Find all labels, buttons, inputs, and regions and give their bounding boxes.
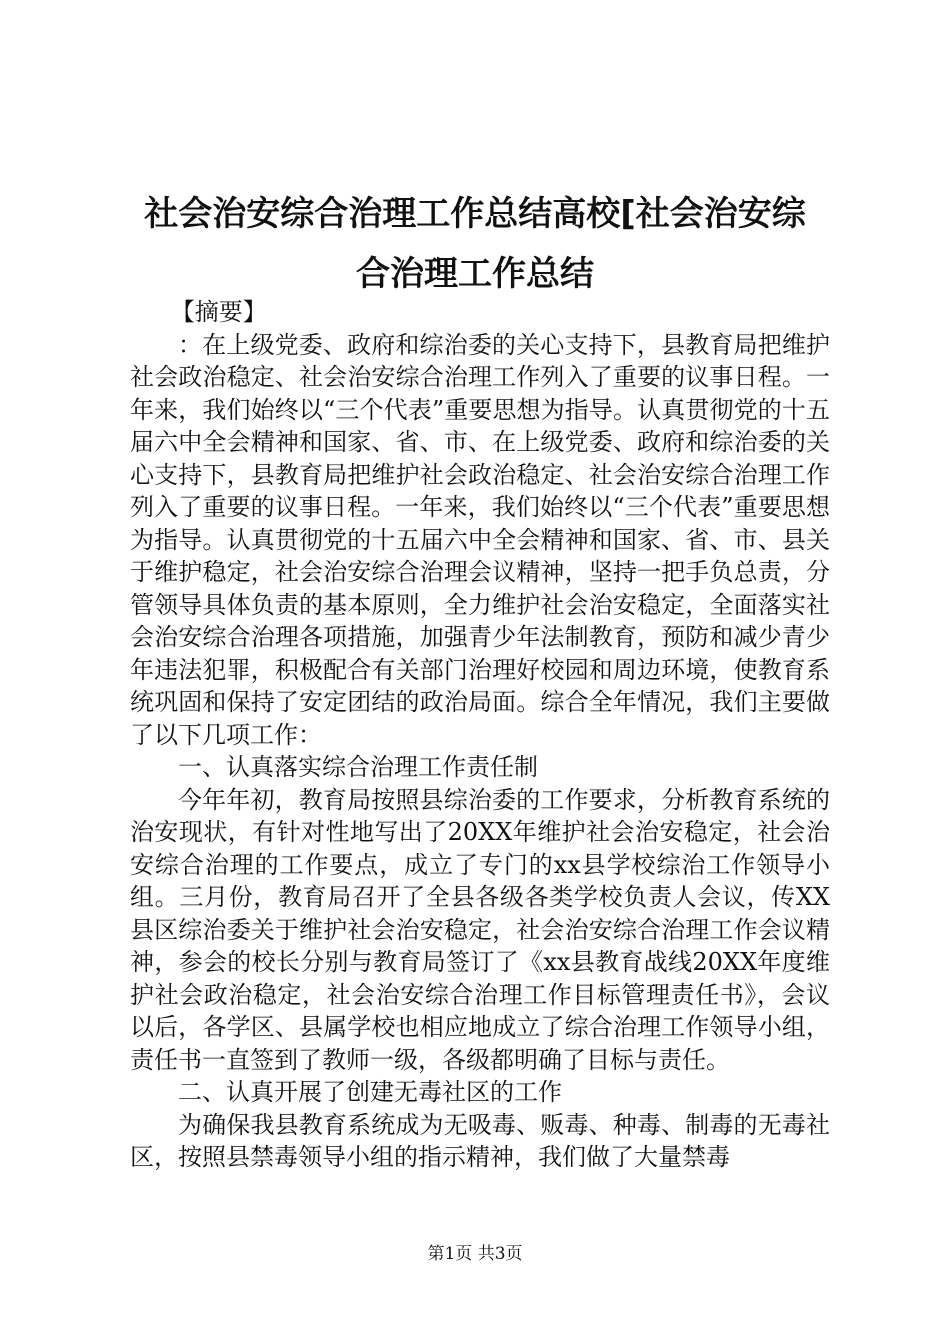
abstract-label: 【摘要】 — [170, 298, 267, 326]
document-title — [120, 184, 830, 304]
abstract-paragraph: ：在上级党委、政府和综治委的关心支持下，县教育局把维护社会政治稳定、社会治安综合治理工作列入了重要的议事日程。一年来，我们始终以“三个代表”重要思想为指导。认真贯彻党的十五届六中全会精神和国家、省、市、在上级党委、政府和综治委的关心支持下，县教育局把维护社会政治稳定、社会治安综合治理工作列入了重要的议事日程。一年来，我们始终以“三个代表”重要思想为指导。认真贯彻党的十五届六中全会精神和国家、省、市、县关于维护稳定，社会治安综合治理会议精神，坚持一把手负总责，分管领导具体负责的基本原则，全力维护社会治安稳定，全面落实社会治安综合治理各项措施，加强青少年法制教育，预防和减少青少年违法犯罪，积极配合有关部门治理好校园和周边环境，使教育系统巩固和保持了安定团结的政治局面。综合全年情况，我们主要做了以下几项工作： — [130, 330, 830, 749]
section-heading-2: 二、认真开展了创建无毒社区的工作 — [178, 1078, 562, 1106]
section-heading-1: 一、认真落实综合治理工作责任制 — [178, 753, 538, 781]
section-paragraph-2: 为确保我县教育系统成为无吸毒、贩毒、种毒、制毒的无毒社区，按照县禁毒领导小组的指示精神，我们做了大量禁毒 — [130, 1110, 830, 1171]
document-body — [130, 296, 830, 1174]
section-paragraph-1: 今年年初，教育局按照县综治委的工作要求，分析教育系统的治安现状，有针对性地写出了20XX年维护社会治安稳定，社会治安综合治理的工作要点，成立了专门的xx县学校综治工作领导小组。三月份，教育局召开了全县各级各类学校负责人会议，传XX县区综治委关于维护社会治安稳定，社会治安综合治理工作会议精神，参会的校长分别与教育局签订了《xx县教育战线20XX年度维护社会政治稳定，社会治安综合治理工作目标管理责任书》，会议以后，各学区、县属学校也相应地成立了综合治理工作领导小组，责任书一直签到了教师一级，各级都明确了目标与责任。 — [130, 785, 830, 1074]
title-line-2: 合治理工作总结 — [356, 254, 594, 294]
page-footer: 第1页 共3页 — [427, 1244, 523, 1264]
title-line-1: 社会治安综合治理工作总结高校[社会治安综 — [144, 194, 806, 234]
